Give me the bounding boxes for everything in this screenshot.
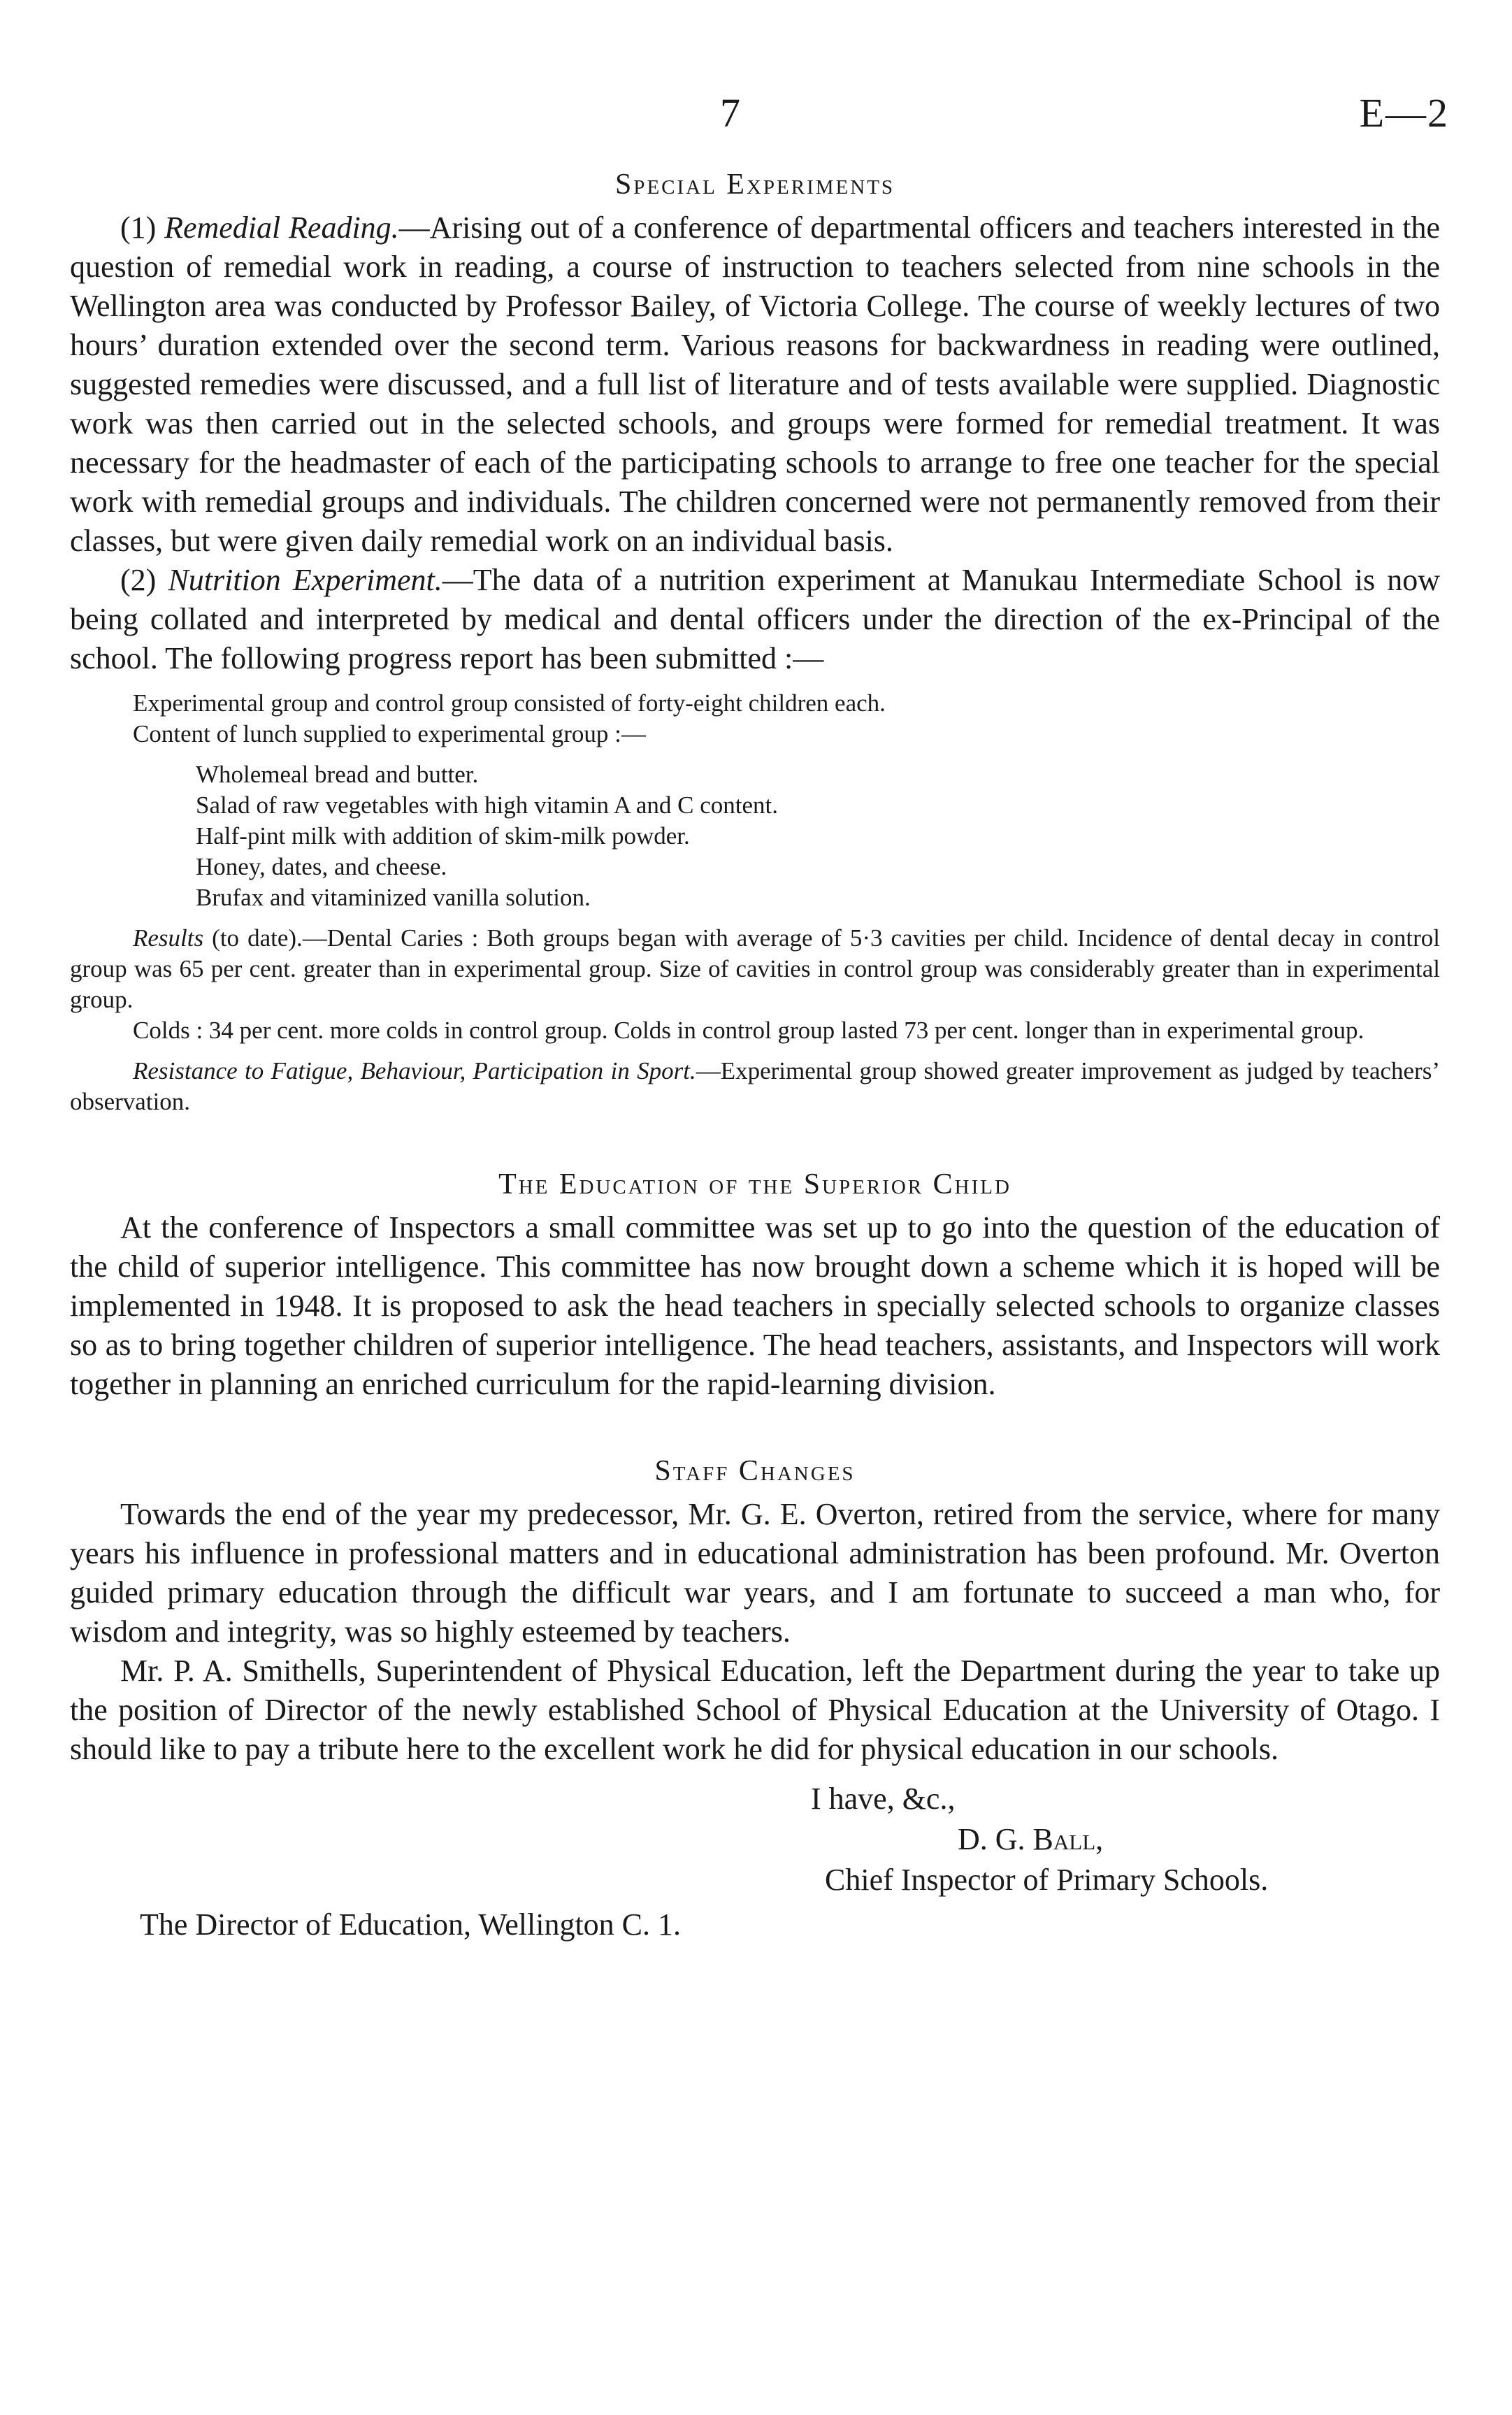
page-content: [70, 168, 1440, 1945]
document-code: E—2: [1359, 90, 1449, 136]
lunch-item: Brufax and vitaminized vanilla solution.: [196, 884, 591, 911]
results-resistance: Resistance to Fatigue, Behaviour, Participation in Sport.—Experimental group showed greater improvement as judged by teachers’ observation.: [70, 1057, 1440, 1115]
addressee: The Director of Education, Wellington C. 1.: [140, 1907, 682, 1942]
remedial-reading-title: Remedial Reading.: [164, 210, 399, 245]
nutrition-experiment-title: Nutrition Experiment.: [168, 563, 442, 597]
superior-child-paragraph: At the conference of Inspectors a small committee was set up to go into the question of the education of the child of superior intelligence. This committee has now brought down a scheme which it is hoped will be implemented in 1948. It is proposed to ask the head teachers in specially selected schools to organize classes so as to bring together children of superior intelligence. The head teachers, assistants, and Inspectors will work together in planning an enriched curriculum for the rapid-learning division.: [70, 1210, 1440, 1401]
nutrition-experiment-paragraph: [70, 561, 1440, 678]
report-line-lunch-content: Content of lunch supplied to experimental group :—: [133, 720, 646, 747]
remedial-reading-number: (1): [120, 210, 165, 245]
signatory-title: Chief Inspector of Primary Schools.: [825, 1863, 1269, 1897]
nutrition-experiment-number: (2): [120, 563, 168, 597]
section-heading-staff-changes: Staff Changes: [654, 1455, 856, 1487]
remedial-reading-body: —Arising out of a conference of departmental officers and teachers interested in the question of remedial work in reading, a course of instruction to teachers selected from nine schools in the Wellington area was conducted by Professor Bailey, of Victoria College. The course of weekly lectures of two hours’ duration extended over the second term. Various reasons for backwardness in reading were outlined, suggested remedies were discussed, and a full list of literature and of tests available were supplied. Diagnostic work was then carried out in the selected schools, and groups were formed for remedial treatment. It was necessary for the headmaster of each of the participating schools to arrange to free one teacher for the special work with remedial groups and individuals. The children concerned were not permanently removed from their classes, but were given daily remedial work on an individual basis.: [70, 210, 1440, 558]
report-line-groups: Experimental group and control group consisted of forty-eight children each.: [133, 689, 886, 717]
results-label: Results: [133, 924, 204, 952]
lunch-item: Half-pint milk with addition of skim-milk powder.: [196, 822, 690, 850]
staff-changes-paragraph-1: Towards the end of the year my predecessor, Mr. G. E. Overton, retired from the service, where for many years his influence in professional matters and in educational administration has been profound. Mr. Overton guided primary education through the difficult war years, and I am fortunate to succeed a man who, for wisdom and integrity, was so highly esteemed by teachers.: [70, 1497, 1440, 1649]
remedial-reading-paragraph: [70, 208, 1440, 561]
results-dental-caries: Results (to date).—Dental Caries : Both groups began with average of 5·3 cavities per child. Incidence of dental decay in control group was 65 per cent. greater than in experimental group. Size of cavities in control group was considerably greater than in experimental group.: [70, 924, 1440, 1013]
page-number: 7: [720, 90, 740, 136]
lunch-item: Honey, dates, and cheese.: [196, 853, 447, 880]
lunch-item: Wholemeal bread and butter.: [196, 761, 479, 788]
closing-salutation: I have, &c.,: [811, 1782, 956, 1816]
results-colds: Colds : 34 per cent. more colds in control group. Colds in control group lasted 73 per cent. longer than in experimental group.: [133, 1017, 1365, 1044]
lunch-item: Salad of raw vegetables with high vitamin A and C content.: [196, 791, 779, 819]
resistance-label: Resistance to Fatigue, Behaviour, Participation in Sport.: [133, 1057, 696, 1084]
nutrition-experiment-body: —The data of a nutrition experiment at Manukau Intermediate School is now being collated and interpreted by medical and dental officers under the direction of the ex-Principal of the school. The following progress report has been submitted :—: [70, 563, 1440, 675]
section-heading-special-experiments: Special Experiments: [614, 169, 895, 201]
staff-changes-paragraph-2: Mr. P. A. Smithells, Superintendent of Physical Education, left the Department during the year to take up the position of Director of the newly established School of Physical Education at the University of Otago. I should like to pay a tribute here to the excellent work he did for physical education in our schools.: [70, 1654, 1440, 1766]
signatory-name: D. G. Ball,: [958, 1822, 1104, 1856]
section-heading-superior-child: The Education of the Superior Child: [498, 1168, 1011, 1201]
